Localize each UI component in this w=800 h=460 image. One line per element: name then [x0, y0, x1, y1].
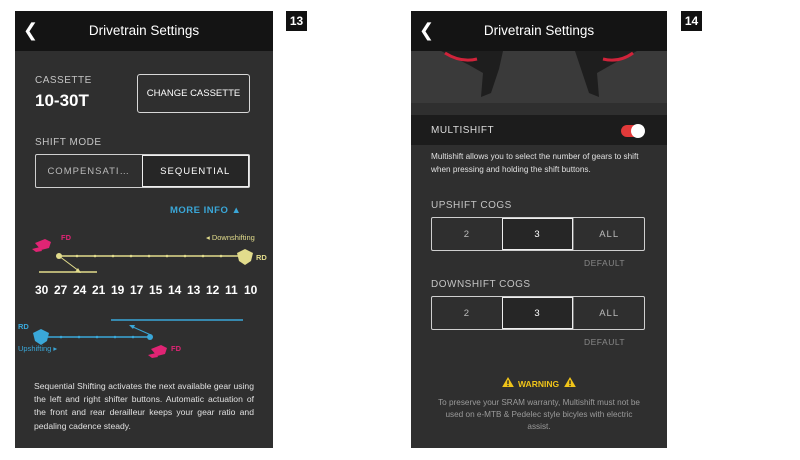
cog-14: 14 — [168, 283, 182, 297]
figure-badge-13: 13 — [286, 11, 307, 31]
cog-10: 10 — [244, 283, 258, 297]
cassette-label: CASSETTE — [35, 75, 92, 86]
shift-mode-sequential[interactable]: SEQUENTIAL — [142, 155, 250, 187]
downshift-cogs-label: DOWNSHIFT COGS — [431, 279, 531, 290]
upshift-default-label: DEFAULT — [584, 258, 626, 268]
page-title: Drivetrain Settings — [88, 23, 200, 38]
downshift-option-3[interactable]: 3 — [502, 297, 574, 329]
cog-17: 17 — [130, 283, 144, 297]
cog-27: 27 — [54, 283, 68, 297]
cog-13: 13 — [187, 283, 201, 297]
rear-derailleur-left-icon — [33, 329, 49, 345]
upshift-option-2[interactable]: 2 — [463, 228, 470, 240]
downshift-default-label: DEFAULT — [584, 337, 626, 347]
upshifting-label: Upshifting ▸ — [18, 344, 58, 353]
warning-title: WARNING — [518, 379, 560, 389]
top-bar — [15, 11, 273, 51]
cog-11: 11 — [225, 283, 238, 297]
page-title: Drivetrain Settings — [483, 23, 595, 38]
downshift-option-all[interactable]: ALL — [573, 297, 644, 329]
rd-left-label: RD — [18, 322, 29, 331]
shift-mode-label: SHIFT MODE — [35, 137, 102, 148]
downshift-option-2[interactable]: 2 — [463, 307, 470, 319]
cog-30: 30 — [35, 283, 49, 297]
upshift-option-3[interactable]: 3 — [502, 218, 574, 250]
warning-text: To preserve your SRAM warranty, Multishift must not be used on e-MTB & Pedelec style bicyles with electric assist. — [438, 398, 640, 431]
cog-21: 21 — [92, 283, 106, 297]
rd-right-label: RD — [256, 253, 267, 262]
cassette-value: 10-30T — [35, 91, 89, 110]
cog-15: 15 — [149, 283, 163, 297]
cog-24: 24 — [73, 283, 87, 297]
drivetrain-settings-screen-14 — [411, 11, 667, 448]
shift-mode-compensating[interactable]: COMPENSATI… — [47, 165, 131, 177]
multishift-description: Multishift allows you to select the number of gears to shift when pressing and holding the shift buttons. — [431, 152, 639, 174]
warning-triangle-icon — [501, 377, 515, 387]
upshift-cogs-label: UPSHIFT COGS — [431, 200, 512, 211]
shift-mode-description: Sequential Shifting activates the next available gear using the left and right shifter buttons. Automatic actuation of the front and rear derailleur keeps your gear ratio and pedaling cadence steady. — [34, 381, 254, 431]
more-info-link[interactable]: MORE INFO ▲ — [170, 205, 242, 216]
downshifting-label: ◂ Downshifting — [206, 233, 255, 242]
change-cassette-button[interactable]: CHANGE CASSETTE — [137, 74, 250, 113]
upshift-option-all[interactable]: ALL — [573, 218, 644, 250]
drivetrain-settings-screen-13 — [15, 11, 273, 448]
multishift-label: MULTISHIFT — [431, 125, 495, 136]
toggle-knob — [631, 124, 645, 138]
back-chevron-icon[interactable]: ❮ — [419, 20, 435, 40]
cog-12: 12 — [206, 283, 220, 297]
fd-top-label: FD — [61, 233, 71, 242]
fd-bottom-label: FD — [171, 344, 181, 353]
back-chevron-icon[interactable]: ❮ — [23, 20, 39, 40]
multishift-toggle[interactable] — [621, 125, 644, 137]
cog-19: 19 — [111, 283, 125, 297]
rear-derailleur-right-icon — [237, 249, 253, 265]
figure-badge-14: 14 — [681, 11, 702, 31]
shift-mode-selector — [35, 154, 250, 188]
shifter-illustration — [411, 51, 667, 103]
upshift-cogs-selector — [431, 217, 645, 251]
downshift-cogs-selector — [431, 296, 645, 330]
top-bar — [411, 11, 667, 51]
warning-triangle-icon — [563, 377, 577, 387]
